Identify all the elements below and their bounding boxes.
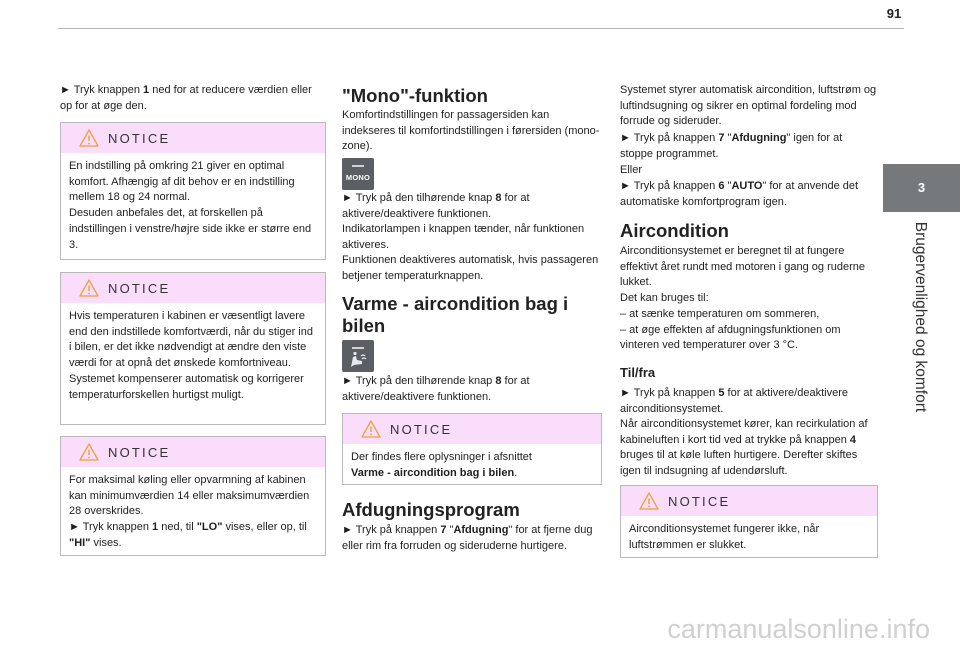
notice-text: Der findes flere oplysninger i afsnittet Varme - aircondition bag i bilen. <box>351 451 532 479</box>
notice-text <box>61 467 325 552</box>
notice-title: NOTICE <box>108 130 171 146</box>
defog-heading: Afdugningsprogram <box>342 499 520 520</box>
notice-title: NOTICE <box>390 421 453 437</box>
notice-header <box>343 414 601 444</box>
warning-icon <box>361 420 381 438</box>
mono-button-icon <box>342 158 374 190</box>
ac-heading: Aircondition <box>620 220 729 241</box>
onoff-heading: Til/fra <box>620 365 656 380</box>
notice-title: NOTICE <box>668 493 731 509</box>
warning-icon <box>79 129 99 147</box>
onoff-info: Når airconditionsystemet kører, kan recirkulation af kabineluften i kort tid ved at trykke på knappen 4 bruges til at køle luften hurtigere. Derefter skiftes igen til indsugning af udendørsluft. <box>620 418 868 478</box>
notice-text: En indstilling på omkring 21 giver en optimal komfort. Afhængig af dit behov er en indstilling mellem 18 og 24 normal. Desuden anbefales det, at forskellen på indstillingen i venstre/højre side ikke er større end 3. <box>69 160 312 251</box>
notice-box-rear <box>342 413 602 485</box>
indicator-bar <box>352 165 364 167</box>
notice-header <box>61 273 325 303</box>
notice-step: ► Tryk knappen 1 ned, til "LO" vises, eller op, til "HI" vises. <box>69 521 307 549</box>
notice-title: NOTICE <box>108 280 171 296</box>
ac-description: Airconditionsystemet er beregnet til at fungere effektivt året rundt med motoren i gang og ruderne lukket. Det kan bruges til: – at sænke temperaturen om sommeren, – at øge effekten af afdugningsfunktionen om vinteren ved temperaturer over 3 °C. <box>620 245 865 352</box>
defog-stop-step: ► Tryk på knappen 7 "Afdugning" igen for at stoppe programmet. <box>620 132 843 160</box>
chapter-tab[interactable]: 3 <box>883 164 960 212</box>
mono-heading: "Mono"-funktion <box>342 85 488 106</box>
warning-icon <box>79 443 99 461</box>
notice-header <box>621 486 877 516</box>
notice-paragraph: For maksimal køling eller opvarmning af kabinen kan minimumværdien 14 eller maksimumværdien 28 overskrides. <box>69 474 310 518</box>
auto-step: ► Tryk på knappen 6 "AUTO" for at anvende det automatiske komfortprogram igen. <box>620 180 859 208</box>
footer-watermark: carmanualsonline.info <box>667 614 930 644</box>
warning-icon <box>79 279 99 297</box>
page-number: 91 <box>886 6 902 21</box>
or-label: Eller <box>620 164 643 176</box>
rear-seat-fan-icon <box>342 340 374 372</box>
rear-climate-button-icon <box>342 340 374 372</box>
notice-text: Airconditionsystemet fungerer ikke, når luftstrømmen er slukket. <box>629 523 820 551</box>
notice-header <box>61 123 325 153</box>
notice-box-ac <box>620 485 878 558</box>
mono-icon-label: MONO <box>345 173 371 182</box>
header-rule <box>58 28 904 29</box>
notice-header <box>61 437 325 467</box>
mono-info: Indikatorlampen i knappen tænder, når funktionen aktiveres. Funktionen deaktiveres automatisk, hvis passageren betjener temperaturknappen. <box>342 223 599 283</box>
notice-box-1 <box>60 122 326 260</box>
mono-step: ► Tryk på den tilhørende knap 8 for at aktivere/deaktivere funktionen. <box>342 192 530 220</box>
notice-text: Hvis temperaturen i kabinen er væsentligt lavere end den indstillede komfortværdi, når du stiger ind i bilen, er det ikke nødvendigt at ændre den viste værdi for at opnå det ønskede komfortniveau. Systemet kompenserer automatisk og korrigerer temperaturforskellen hurtigst muligt. <box>69 310 313 401</box>
notice-title: NOTICE <box>108 444 171 460</box>
notice-box-2 <box>60 272 326 425</box>
rear-heading: Varme - aircondition bag i bilen <box>342 293 569 336</box>
rear-step: ► Tryk på den tilhørende knap 8 for at aktivere/deaktivere funktionen. <box>342 375 530 403</box>
onoff-step: ► Tryk på knappen 5 for at aktivere/deaktivere airconditionsystemet. <box>620 387 848 415</box>
defog-continued: Systemet styrer automatisk aircondition, luftstrøm og luftindsugning og sikrer en optimal fordeling mod forrude og sideruder. <box>620 84 877 128</box>
defog-step: ► Tryk på knappen 7 "Afdugning" for at fjerne dug eller rim fra forruden og sideruderne hurtigere. <box>342 524 593 552</box>
notice-box-3 <box>60 436 326 556</box>
chapter-title-text: Brugervenlighed og komfort <box>912 221 929 413</box>
warning-icon <box>639 492 659 510</box>
temp-step: ► Tryk knappen 1 ned for at reducere værdien eller op for at øge den. <box>60 84 312 112</box>
mono-description: Komfortindstillingen for passagersiden kan indekseres til komfortindstillingen i førersiden (mono-zone). <box>342 109 600 153</box>
